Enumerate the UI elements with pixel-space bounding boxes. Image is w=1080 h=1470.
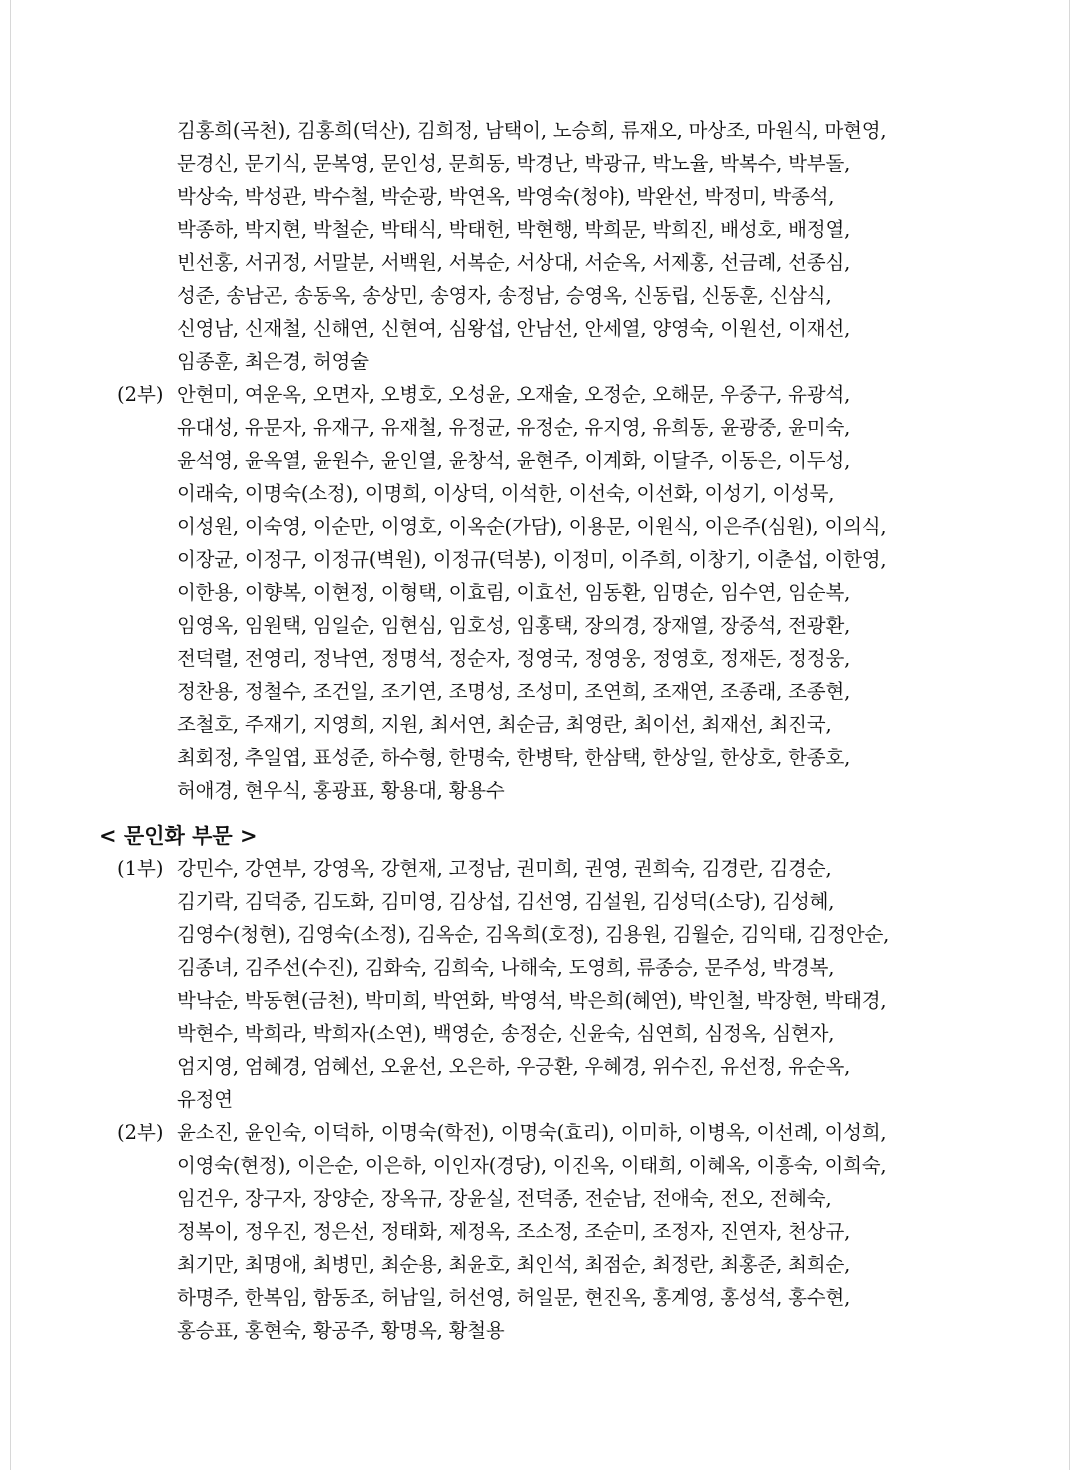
- name-list: [177, 378, 1047, 807]
- name-line: 안현미, 여운옥, 오면자, 오병호, 오성윤, 오재술, 오정순, 오해문, 우중구, 유광석,: [177, 383, 851, 406]
- part-label: (1부): [117, 857, 164, 880]
- name-line: 김기락, 김덕중, 김도화, 김미영, 김상섭, 김선영, 김설원, 김성덕(소당), 김성혜,: [177, 890, 835, 913]
- name-line: 박종하, 박지현, 박철순, 박태식, 박태헌, 박현행, 박희문, 박희진, 배성호, 배정열,: [177, 218, 851, 241]
- name-line: 홍승표, 홍현숙, 황공주, 황명옥, 황철용: [177, 1319, 505, 1342]
- name-line: 임종훈, 최은경, 허영술: [177, 350, 369, 373]
- name-line: 박낙순, 박동현(금천), 박미희, 박연화, 박영석, 박은희(혜연), 박인철, 박장현, 박태경,: [177, 989, 887, 1012]
- name-line: 윤석영, 윤옥열, 윤원수, 윤인열, 윤창석, 윤현주, 이계화, 이달주, 이동은, 이두성,: [177, 449, 851, 472]
- part-block: [107, 114, 1047, 378]
- name-line: 윤소진, 윤인숙, 이덕하, 이명숙(학전), 이명숙(효리), 이미하, 이병옥, 이선례, 이성희,: [177, 1121, 887, 1144]
- name-line: 이장균, 이정구, 이정규(벽원), 이정규(덕봉), 이정미, 이주희, 이창기, 이춘섭, 이한영,: [177, 548, 887, 571]
- name-line: 박상숙, 박성관, 박수철, 박순광, 박연옥, 박영숙(청야), 박완선, 박정미, 박종석,: [177, 185, 835, 208]
- section-heading: < 문인화 부문 >: [99, 823, 258, 848]
- document-page: [10, 0, 1070, 1470]
- part-label: (2부): [117, 383, 164, 406]
- name-line: 김홍희(곡천), 김홍희(덕산), 김희정, 남택이, 노승희, 류재오, 마상조, 마원식, 마현영,: [177, 119, 887, 142]
- name-list: [177, 114, 1047, 378]
- part-block: [107, 852, 1047, 1116]
- award-section: [107, 114, 1047, 807]
- name-line: 임건우, 장구자, 장양순, 장옥규, 장윤실, 전덕종, 전순남, 전애숙, 전오, 전혜숙,: [177, 1187, 832, 1210]
- name-line: 이한용, 이향복, 이현정, 이형택, 이효림, 이효선, 임동환, 임명순, 임수연, 임순복,: [177, 581, 851, 604]
- name-line: 성준, 송남곤, 송동옥, 송상민, 송영자, 송정남, 승영옥, 신동립, 신동훈, 신삼식,: [177, 284, 832, 307]
- name-line: 김영수(청현), 김영숙(소정), 김옥순, 김옥희(호정), 김용원, 김월순, 김익태, 김정안순,: [177, 923, 890, 946]
- award-section: [99, 819, 1047, 1347]
- name-line: 유정연: [177, 1088, 233, 1111]
- name-line: 신영남, 신재철, 신해연, 신현여, 심왕섭, 안남선, 안세열, 양영숙, 이원선, 이재선,: [177, 317, 851, 340]
- name-line: 강민수, 강연부, 강영옥, 강현재, 고정남, 권미희, 권영, 권희숙, 김경란, 김경순,: [177, 857, 832, 880]
- part-label: (2부): [117, 1121, 164, 1144]
- name-line: 임영옥, 임원택, 임일순, 임현심, 임호성, 임홍택, 장의경, 장재열, 장중석, 전광환,: [177, 614, 851, 637]
- name-line: 최기만, 최명애, 최병민, 최순용, 최윤호, 최인석, 최점순, 최정란, 최홍준, 최희순,: [177, 1253, 851, 1276]
- name-list: [177, 1116, 1047, 1347]
- name-line: 이래숙, 이명숙(소정), 이명희, 이상덕, 이석한, 이선숙, 이선화, 이성기, 이성묵,: [177, 482, 835, 505]
- name-line: 정복이, 정우진, 정은선, 정태화, 제정옥, 조소정, 조순미, 조정자, 진연자, 천상규,: [177, 1220, 851, 1243]
- name-line: 문경신, 문기식, 문복영, 문인성, 문희동, 박경난, 박광규, 박노율, 박복수, 박부돌,: [177, 152, 851, 175]
- document-content: [99, 114, 1047, 1347]
- name-line: 빈선홍, 서귀정, 서말분, 서백원, 서복순, 서상대, 서순옥, 서제홍, 선금례, 선종심,: [177, 251, 851, 274]
- name-line: 정찬용, 정철수, 조건일, 조기연, 조명성, 조성미, 조연희, 조재연, 조종래, 조종현,: [177, 680, 851, 703]
- name-line: 이성원, 이숙영, 이순만, 이영호, 이옥순(가담), 이용문, 이원식, 이은주(심원), 이의식,: [177, 515, 887, 538]
- name-line: 김종녀, 김주선(수진), 김화숙, 김희숙, 나해숙, 도영희, 류종승, 문주성, 박경복,: [177, 956, 835, 979]
- name-line: 박현수, 박희라, 박희자(소연), 백영순, 송정순, 신윤숙, 심연희, 심정옥, 심현자,: [177, 1022, 835, 1045]
- name-line: 유대성, 유문자, 유재구, 유재철, 유정균, 유정순, 유지영, 유희동, 윤광중, 윤미숙,: [177, 416, 851, 439]
- part-block: [107, 1116, 1047, 1347]
- name-line: 이영숙(현정), 이은순, 이은하, 이인자(경당), 이진옥, 이태희, 이혜옥, 이흥숙, 이희숙,: [177, 1154, 887, 1177]
- name-line: 조철호, 주재기, 지영희, 지원, 최서연, 최순금, 최영란, 최이선, 최재선, 최진국,: [177, 713, 832, 736]
- name-line: 하명주, 한복임, 함동조, 허남일, 허선영, 허일문, 현진옥, 홍계영, 홍성석, 홍수현,: [177, 1286, 851, 1309]
- part-block: [107, 378, 1047, 807]
- name-line: 허애경, 현우식, 홍광표, 황용대, 황용수: [177, 779, 505, 802]
- name-list: [177, 852, 1047, 1116]
- name-line: 최회정, 추일엽, 표성준, 하수형, 한명숙, 한병탁, 한삼택, 한상일, 한상호, 한종호,: [177, 746, 851, 769]
- name-line: 전덕렬, 전영리, 정낙연, 정명석, 정순자, 정영국, 정영웅, 정영호, 정재돈, 정정웅,: [177, 647, 851, 670]
- name-line: 엄지영, 엄혜경, 엄혜선, 오윤선, 오은하, 우긍환, 우혜경, 위수진, 유선정, 유순옥,: [177, 1055, 851, 1078]
